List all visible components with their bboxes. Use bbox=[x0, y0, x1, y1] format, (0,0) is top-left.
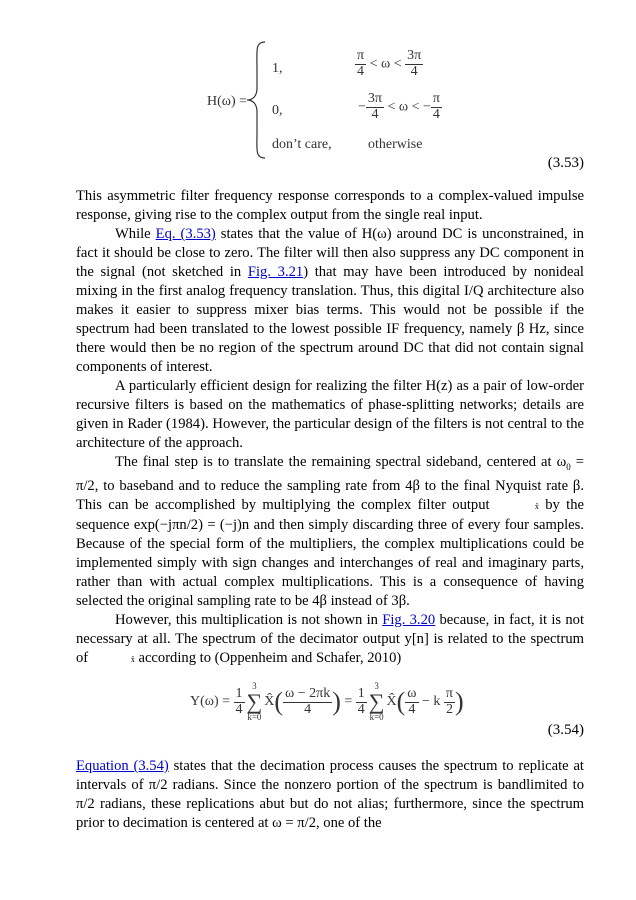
fig-3-21-link[interactable]: Fig. 3.21 bbox=[247, 264, 304, 280]
paragraph-2: While Eq. (3.53) states that the value of H(ω) around DC is unconstrained, in fact it should be close to zero. The filter will then also suppress any DC component in the signal (not sketched in Fig. 3.21) that may have been introduced by nonideal mixing in the first analog frequency translation. Thus, this digital I/Q architecture also makes it easier to suppress mixer bias terms. This would not be possible if the spectrum had been translated to the lowest possible IF frequency, namely β Hz, since there would then be no region of the spectrum around DC that did not contain signal components of interest. bbox=[76, 226, 584, 375]
case1-value: 1, bbox=[272, 61, 283, 76]
summation-icon: 3 ∑ k=0 bbox=[246, 681, 263, 722]
case3-value: don’t care, bbox=[272, 137, 332, 152]
equation-3-53 bbox=[0, 0, 636, 170]
paragraph-5: However, this multiplication is not shown in Fig. 3.20 because, in fact, it is not necessary at all. The spectrum of the decimator output y[n] is related to the spectrum of x̂ according to (Oppenheim and Schafer, 2010) bbox=[76, 611, 584, 669]
equation-3-54-link[interactable]: Equation (3.54) bbox=[76, 758, 169, 774]
eq354-lhs: Y(ω) = bbox=[190, 694, 231, 709]
x-hat-symbol: x̂ bbox=[534, 501, 539, 511]
case2-condition: − $\frac{3\pi}{4}$ < ω < − $\frac{\pi}{4}$ bbox=[358, 91, 440, 122]
paragraph-4: The final step is to translate the remaining spectral sideband, centered at $\omega_0 = \pi/2$, to baseband and to reduce the sampling rate from 4β to the final Nyquist rate β. This can be accomplished by multiplying the complex filter output x̂ by the sequence exp(−jπn/2) = (−j)n and then simply discarding three of every four samples. Because of the special form of the multipliers, the complex multiplications could be implemented simply with sign changes and interchanges of real and imaginary parts, rather than with actual complex multiplications. This is a consequence of having selected the original sampling rate to be 4β instead of 3β. bbox=[76, 454, 584, 609]
fig-3-20-link[interactable]: Fig. 3.20 bbox=[382, 611, 436, 628]
case2-value: 0, bbox=[272, 103, 283, 118]
eq353-lhs: H(ω) = bbox=[207, 94, 248, 109]
equation-number-3-54: (3.54) bbox=[547, 722, 584, 738]
body-text-1 bbox=[76, 187, 584, 669]
case1-condition: $\frac{\pi}{4}$ < ω < $\frac{3\pi}{4}$ bbox=[357, 48, 422, 79]
summation-icon: 3 ∑ k=0 bbox=[368, 681, 385, 722]
body-text-2 bbox=[76, 757, 584, 833]
paragraph-3: A particularly efficient design for realizing the filter H(z) as a pair of low-order recursive filters is based on the mathematics of phase-splitting networks; details are given in Rader (1984). However, the particular design of the filters is not central to the architecture of the approach. bbox=[76, 378, 584, 451]
x-hat-symbol: x̂ bbox=[130, 654, 135, 664]
case3-condition: otherwise bbox=[368, 137, 423, 152]
paragraph-6: Equation (3.54) states that the decimation process causes the spectrum to replicate at intervals of π/2 radians. Since the nonzero portion of the spectrum is bandlimited to π/2 radians, these replications abut but do not alias; furthermore, since the spectrum prior to decimation is centered at ω = π/2, one of the bbox=[76, 758, 584, 831]
left-brace-icon bbox=[243, 40, 273, 160]
paragraph-1: This asymmetric filter frequency response corresponds to a complex-valued impulse response, giving rise to the complex output from the single real input. bbox=[76, 188, 584, 223]
eq-3-53-link[interactable]: Eq. (3.53) bbox=[155, 226, 216, 242]
equation-number-3-53: (3.53) bbox=[547, 155, 584, 171]
equation-3-54: Y(ω) = $\frac{1}{4}$ 3 ∑ k=0 X̂ ( $\frac{\omega - 2\pi k}{4}$ ) = $\frac{1}{4}$ 3 ∑ k=0 X̂ ( $\frac{\omega}{4}$ − k $\frac{\pi}{2}$ ) bbox=[190, 681, 464, 722]
